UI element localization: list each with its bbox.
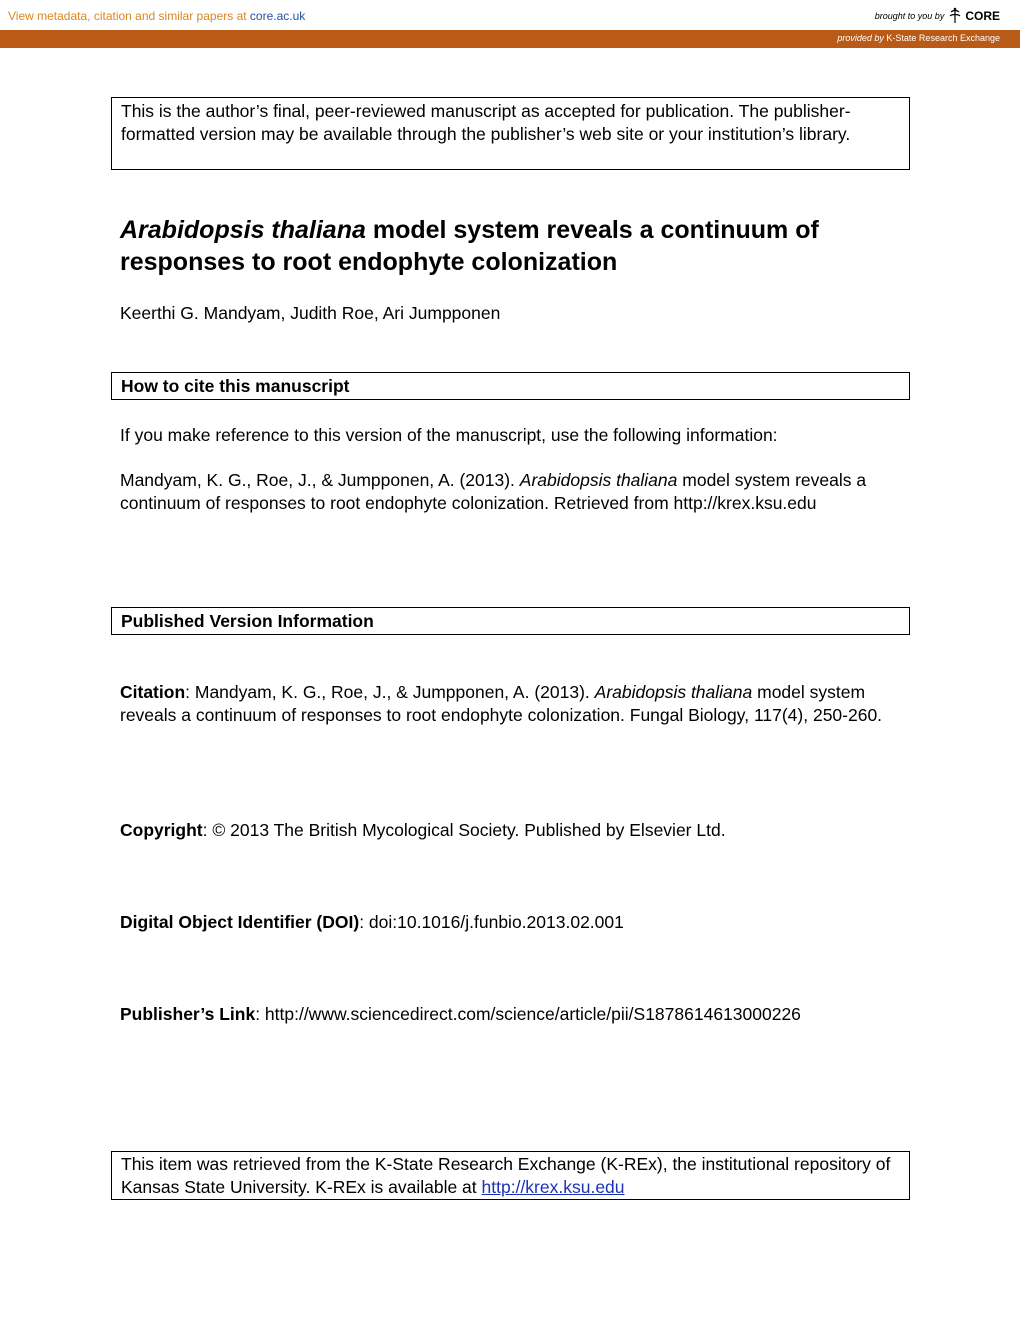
publisher-link-label: Publisher’s Link <box>120 1004 256 1024</box>
brought-to-you-by: brought to you by <box>874 11 945 21</box>
publisher-link-value: : http://www.sciencedirect.com/science/article/pii/S1878614613000226 <box>255 1004 801 1024</box>
title-rest: model system reveals a continuum of responses to root endophyte colonization <box>120 216 819 276</box>
core-ac-uk-link[interactable]: core.ac.uk <box>249 9 306 23</box>
core-brand[interactable] <box>875 6 1000 26</box>
provider-name[interactable]: K-State Research Exchange <box>886 33 1000 43</box>
paper-authors: Keerthi G. Mandyam, Judith Roe, Ari Jumpponen <box>120 303 501 323</box>
footer-text: This item was retrieved from the K-State Research Exchange (K-REx), the institutional repository of Kansas State University. K-REx is available at <box>121 1154 891 1197</box>
title-species: Arabidopsis thaliana <box>120 216 366 244</box>
doi-label: Digital Object Identifier (DOI) <box>120 912 360 932</box>
krex-link[interactable]: http://krex.ksu.edu <box>481 1177 625 1197</box>
core-provider-stripe <box>0 30 1020 48</box>
core-top-row <box>0 0 1020 30</box>
repository-footer-box <box>111 1151 910 1200</box>
manuscript-notice-box <box>111 97 910 170</box>
provided-by-prefix: provided by <box>837 33 884 43</box>
how-to-cite-heading: How to cite this manuscript <box>111 372 910 400</box>
cite-instruction: If you make reference to this version of the manuscript, use the following information: <box>120 425 778 445</box>
core-banner <box>0 0 1020 48</box>
published-citation-authors: : Mandyam, K. G., Roe, J., & Jumpponen, A. (2013). <box>185 682 595 702</box>
citation-remainder: model system reveals a continuum of responses to root endophyte colonization. Retrieved from http://krex.ksu.edu <box>120 470 867 513</box>
core-logo-icon <box>948 7 962 25</box>
copyright-label: Copyright <box>120 820 203 840</box>
copyright-value: : © 2013 The British Mycological Society. Published by Elsevier Ltd. <box>202 820 726 840</box>
doi-line <box>120 911 910 934</box>
manuscript-citation <box>120 469 910 515</box>
copyright-line <box>120 819 910 842</box>
doi-value: : doi:10.1016/j.funbio.2013.02.001 <box>359 912 624 932</box>
published-citation-species: Arabidopsis thaliana <box>594 682 753 702</box>
citation-species: Arabidopsis thaliana <box>519 470 678 490</box>
core-metadata-prefix: View metadata, citation and similar papers at <box>8 9 250 23</box>
provided-by-text <box>837 33 1000 43</box>
core-brand-name: CORE <box>965 9 1000 23</box>
published-version-heading: Published Version Information <box>111 607 910 635</box>
manuscript-notice-text: This is the author’s final, peer-reviewed manuscript as accepted for publication. The publisher-formatted version may be available through the publisher’s web site or your institution’s library. <box>121 101 851 144</box>
core-metadata-text <box>8 9 305 23</box>
paper-title <box>120 214 910 278</box>
published-citation <box>120 681 910 727</box>
citation-label: Citation <box>120 682 186 702</box>
published-citation-remainder: model system reveals a continuum of responses to root endophyte colonization. Fungal Biology, 117(4), 250-260. <box>120 682 883 725</box>
citation-authors-year: Mandyam, K. G., Roe, J., & Jumpponen, A. (2013). <box>120 470 520 490</box>
publisher-link-line <box>120 1003 910 1026</box>
